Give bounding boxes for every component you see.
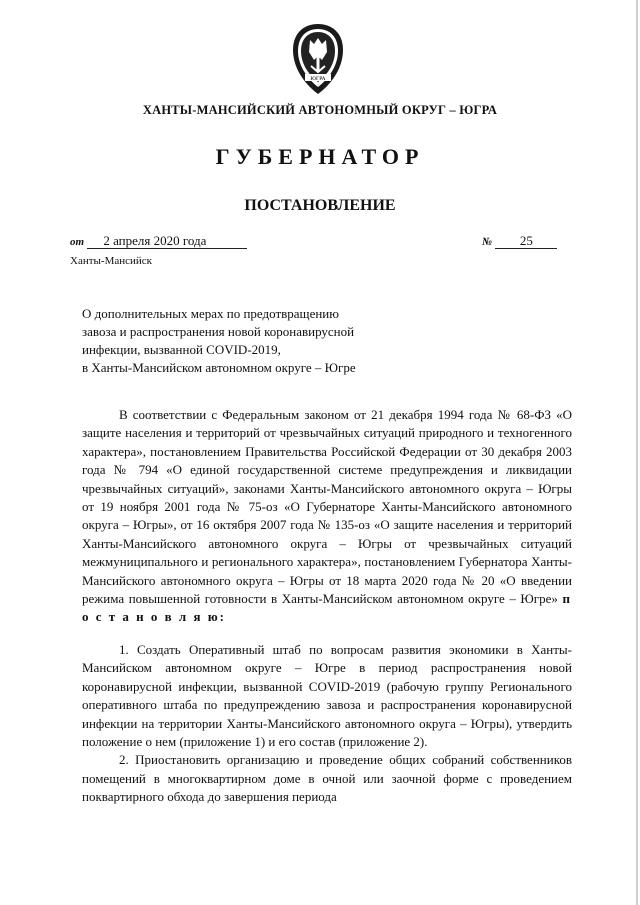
subject-line: завоза и распространения новой коронавирусной [82,324,355,339]
document-body [82,406,572,807]
document-type-title: ПОСТАНОВЛЕНИЕ [244,197,396,214]
preamble-paragraph [82,406,572,627]
document-number: 25 [495,233,557,249]
resolve-word: п о с т а н о в л я ю: [82,591,572,625]
clause-2: 2. Приостановить организацию и проведение общих собраний собственников помещений в многоквартирном доме в очной или заочной форме с проведением поквартирного обхода до завершения периода [82,752,572,805]
document-date: 2 апреля 2020 года [87,233,247,249]
scan-edge-line [636,0,638,905]
subject-line: в Ханты-Мансийском автономном округе – Югре [82,360,356,375]
preamble-text: В соответствии с Федеральным законом от 21 декабря 1994 года № 68-ФЗ «О защите населения и территорий от чрезвычайных ситуаций природного и техногенного характера», постановлением Правительства Российской Федерации от 30 декабря 2003 года № 794 «О единой государственной системе предупреждения и ликвидации чрезвычайных ситуаций», законами Ханты-Мансийского автономного округа – Югры от 19 ноября 2001 года № 75-оз «О Губернаторе Ханты-Мансийского автономного округа – Югры», от 16 октября 2007 года № 135-оз «О защите населения и территорий Ханты-Мансийского автономного округа – Югры от чрезвычайных ситуаций межмуниципального и регионального характера», постановлением Губернатора Ханты-Мансийского автономного округа – Югры от 18 марта 2020 года № 20 «О введении режима повышенной готовности в Ханты-Мансийском автономном округе – Югре» [82,407,572,607]
governor-title: ГУБЕРНАТОР [215,144,425,169]
coat-of-arms-emblem [287,22,349,96]
svg-text:ЮГРА: ЮГРА [310,76,326,82]
number-prefix: № [482,236,493,248]
number-row [482,233,557,249]
region-title: ХАНТЫ-МАНСИЙСКИЙ АВТОНОМНЫЙ ОКРУГ – ЮГРА [142,103,498,117]
date-prefix: от [70,236,85,248]
city-name: Ханты-Мансийск [70,255,153,267]
subject-line: О дополнительных мерах по предотвращению [82,306,339,321]
clause-1: 1. Создать Оперативный штаб по вопросам развития экономики в Ханты-Мансийском автономном округе – Югре в период распространения новой коронавирусной инфекции, вызванной COVID-2019 (рабочую группу Регионального оперативного штаба по предупреждению завоза и распространения коронавирусной инфекции на территории Ханты-Мансийского автономного округа – Югры), утвердить положение о нем (приложение 1) и его состав (приложение 2). [82,641,572,749]
document-subject [82,305,442,377]
subject-line: инфекции, вызванной COVID-2019, [82,342,281,357]
date-row [70,233,247,249]
